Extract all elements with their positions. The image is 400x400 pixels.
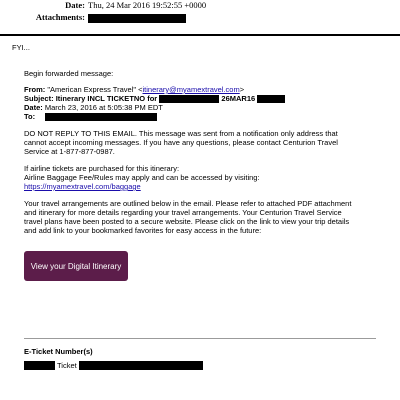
eticket-ticket-word: Ticket [57, 361, 77, 370]
redacted-subject-code [257, 95, 285, 103]
baggage-line-1: If airline tickets are purchased for this itinerary: [24, 164, 180, 173]
notice-line-2: cannot accept incoming messages. If you have any questions, please contact Centurion Travel [24, 138, 338, 147]
email-date-row [65, 0, 207, 10]
arrangements-line-2: and itinerary for more details regarding your travel arrangements. Your Centurion Travel Service [24, 208, 342, 217]
forwarded-from-label: From: [24, 85, 46, 94]
forwarded-subject-label: Subject: [24, 94, 54, 103]
redacted-ticket-passenger [24, 361, 55, 370]
email-date-label: Date: [65, 0, 85, 10]
forwarded-from-row [24, 85, 244, 94]
forwarded-from-email-link[interactable]: itinerary@myamextravel.com [142, 85, 240, 94]
redacted-ticket-number [79, 361, 203, 370]
section-divider [24, 338, 376, 339]
eticket-heading: E-Ticket Number(s) [24, 347, 93, 356]
email-attachments-label: Attachments: [35, 12, 85, 22]
arrangements-line-3: travel plans have been posted to a secure website. Please click on the link to view your trip details [24, 217, 350, 226]
fyi-text: FYI... [12, 43, 30, 52]
email-attachments-row [35, 12, 186, 23]
forwarded-from-name: "American Express Travel" < [47, 85, 143, 94]
baggage-line-2: Airline Baggage Fee/Rules may apply and can be accessed by visiting: [24, 173, 260, 182]
forwarded-subject-suffix: 26MAR16 [221, 94, 256, 103]
forwarded-from-close: > [239, 85, 245, 94]
baggage-link[interactable]: https://myamextravel.com/baggage [24, 182, 141, 191]
view-digital-itinerary-button[interactable]: View your Digital Itinerary [24, 251, 128, 281]
forwarded-to-row [24, 112, 157, 121]
forwarded-to-label: To: [24, 112, 36, 121]
arrangements-line-4: and add link to your bookmarked favorites for easy access in the future: [24, 226, 262, 235]
email-date-value: Thu, 24 Mar 2016 19:52:55 +0000 [88, 0, 207, 10]
forwarded-subject-row [24, 94, 285, 103]
notice-line-3: Service at 1-877-877-0987. [24, 147, 115, 156]
forwarded-date-value: March 23, 2016 at 5:05:38 PM EDT [44, 103, 163, 112]
redacted-subject-name [159, 95, 219, 103]
forwarded-subject-text: Itinerary INCL TICKETNO for [55, 94, 158, 103]
eticket-row [24, 361, 203, 370]
forwarded-intro: Begin forwarded message: [24, 69, 114, 78]
redacted-recipient [45, 113, 157, 121]
forwarded-date-row [24, 103, 163, 112]
header-divider [0, 34, 400, 36]
notice-line-1: DO NOT REPLY TO THIS EMAIL. This message was sent from a notification only address that [24, 129, 338, 138]
redacted-attachment[interactable] [88, 14, 186, 23]
arrangements-line-1: Your travel arrangements are outlined below in the email. Please refer to attached PDF attachment [24, 199, 352, 208]
forwarded-date-label: Date: [24, 103, 43, 112]
